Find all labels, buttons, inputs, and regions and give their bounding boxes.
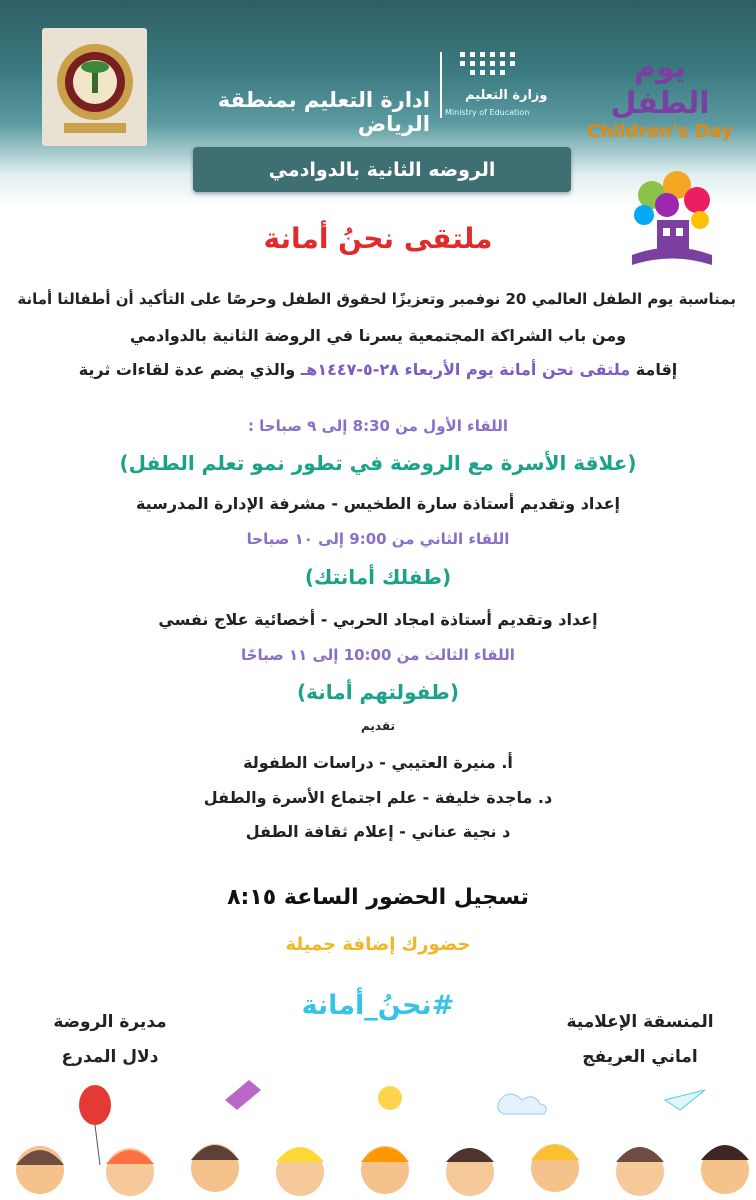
session-1-time: اللقاء الأول من 8:30 إلى ٩ صباحا : — [247, 417, 509, 435]
school-name-banner: الروضه الثانية بالدوادمي — [193, 147, 571, 192]
event-date: ملتقى نحن أمانة يوم الأربعاء ٢٨-٥-١٤٤٧هـ — [300, 360, 631, 379]
session-3-presenter-label: تقديم — [361, 719, 395, 733]
principal-title: مديرة الروضة — [53, 1012, 167, 1032]
session-2-topic: (طفلك أمانتك) — [304, 565, 452, 589]
intro-line-3 — [20, 360, 736, 379]
session-2-time: اللقاء الثاني من 9:00 إلى ١٠ صباحا — [246, 530, 510, 548]
session-3-topic: (طفولتهم أمانة) — [297, 680, 459, 704]
session-2-presenter: إعداد وتقديم أستاذة امجاد الحربي - أخصائية علاج نفسي — [158, 610, 598, 629]
school-seal-logo — [42, 28, 147, 146]
kindergarten-tree-icon — [622, 170, 722, 270]
intro-line-2: ومن باب الشراكة المجتمعية يسرنا في الروضة الثانية بالدوادمي — [129, 326, 627, 345]
childrens-day-en: Children's Day — [587, 121, 733, 142]
ministry-name-en: Ministry of Education — [445, 108, 530, 117]
session-1-topic: (علاقة الأسرة مع الروضة في تطور نمو تعلم الطفل) — [119, 451, 637, 475]
hashtag: #نحنُ_أمانة — [301, 990, 455, 1021]
coordinator-name: اماني العريفج — [582, 1047, 698, 1067]
panelist-2: د. ماجدة خليفة - علم اجتماع الأسرة والطفل — [203, 788, 553, 807]
ministry-name-ar: وزارة التعليم — [465, 88, 548, 103]
intro-line-3-start: إقامة — [630, 360, 678, 379]
childrens-day-ar: يوم الطفل — [610, 50, 710, 121]
coordinator-title: المنسقة الإعلامية — [566, 1012, 714, 1032]
principal-name: دلال المدرع — [61, 1047, 159, 1067]
intro-line-3-end: والذي يضم عدة لقاءات ثرية — [78, 360, 301, 379]
event-title: ملتقى نحنُ أمانة — [263, 222, 493, 255]
registration-time: تسجيل الحضور الساعة ٨:١٥ — [227, 885, 529, 910]
panelist-3: د نجية عناني - إعلام ثقافة الطفل — [245, 822, 511, 841]
session-1-presenter: إعداد وتقديم أستاذة سارة الطخيس - مشرفة الإدارة المدرسية — [135, 494, 621, 513]
intro-line-1: بمناسبة يوم الطفل العالمي 20 نوفمبر وتعزيزًا لحقوق الطفل وحرصًا على التأكيد أن أطفالنا أمانة — [17, 290, 736, 308]
session-3-time: اللقاء الثالث من 10:00 إلى ١١ صباحًا — [241, 646, 515, 664]
department-name: ادارة التعليم بمنطقة الرياض — [217, 88, 430, 136]
childrens-day-badge — [585, 50, 735, 142]
welcome-text: حضورك إضافة جميلة — [285, 934, 471, 955]
children-illustration — [0, 1060, 756, 1200]
panelist-1: أ. منيرة العتيبي - دراسات الطفولة — [243, 753, 513, 772]
